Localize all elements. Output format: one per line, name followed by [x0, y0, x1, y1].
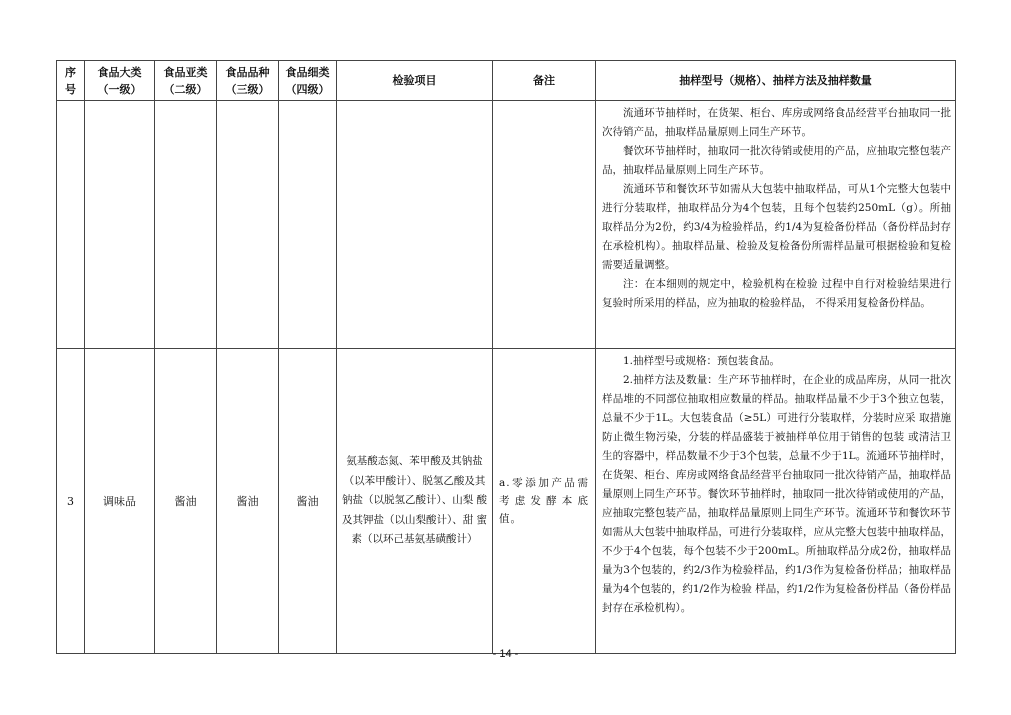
header-category-1: 食品大类 （一级） [85, 61, 155, 101]
header-category-2: 食品亚类 （二级） [155, 61, 217, 101]
sampling-rules-table [56, 60, 956, 654]
header-category-4: 食品细类 （四级） [279, 61, 337, 101]
sampling-paragraph: 注：在本细则的规定中，检验机构在检验 过程中自行对检验结果进行复验时所采用的样品，应为抽取的检验样品， 不得采用复检备份样品。 [602, 278, 951, 309]
header-category-3: 食品品种 （三级） [217, 61, 279, 101]
table-row [57, 349, 956, 654]
category-4-cell: 酱油 [279, 349, 337, 654]
table-row [57, 101, 956, 349]
header-test-items: 检验项目 [337, 61, 493, 101]
sampling-cell [596, 101, 956, 349]
category-3-cell: 酱油 [217, 349, 279, 654]
empty-cell [57, 101, 85, 349]
header-note: 备注 [493, 61, 596, 101]
header-row [57, 61, 956, 101]
header-seq: 序 号 [57, 61, 85, 101]
empty-cell [493, 101, 596, 349]
header-sampling: 抽样型号（规格）、抽样方法及抽样数量 [596, 61, 956, 101]
note-cell: a.零添加产品需考虑发酵本底值。 [493, 349, 596, 654]
empty-cell [155, 101, 217, 349]
sampling-paragraph: 流通环节抽样时，在货架、柜台、库房或网络食品经营平台抽取同一批次待销产品，抽取样品量原则上同生产环节。 [602, 107, 951, 138]
sampling-paragraph: 流通环节和餐饮环节如需从大包装中抽取样品，可从1个完整大包装中进行分装取样，抽取样品分为4个包装，且每个包装约250mL（g）。所抽取样品分为2份，约3/4为检验样品，约1/4为复检备份样品（备份样品封存在承检机构）。抽取样品量、检验及复检备份所需样品量可根据检验和复检需要适量调整。 [602, 183, 951, 271]
category-1-cell: 调味品 [85, 349, 155, 654]
sampling-paragraph: 2.抽样方法及数量：生产环节抽样时，在企业的成品库房，从同一批次样品堆的不同部位抽取相应数量的样品。抽取样品量不少于3个独立包装，总量不少于1L。大包装食品（≥5L）可进行分装取样，分装时应采 取措施防止微生物污染，分装的样品盛装于被抽样单位用于销售的包装 或清洁卫生的容器中，样品数量不少于3个包装，总量不少于1L。流通环节抽样时，在货架、柜台、库房或网络食品经营平台抽取同一批次待销产品，抽取样品量原则上同生产环节。餐饮环节抽样时，抽取同一批次待销或使用的产品，应抽取完整包装产品，抽取样品量原则上同生产环节。流通环节和餐饮环节如需从大包装中抽取样品，可进行分装取样，应从完整大包装中抽取样品，不少于4个包装，每个包装不少于200mL。所抽取样品分成2份，抽取样品量为3个包装的，约2/3作为检验样品，约1/3作为复检备份样品；抽取样品量为4个包装的，约1/2作为检验 样品，约1/2作为复检备份样品（备份样品封存在承检机构）。 [602, 374, 951, 614]
empty-cell [217, 101, 279, 349]
empty-cell [279, 101, 337, 349]
seq-cell: 3 [57, 349, 85, 654]
sampling-cell [596, 349, 956, 654]
page-number: - 14 - [492, 648, 519, 660]
test-items-cell: 氨基酸态氮、苯甲酸及其钠盐（以苯甲酸计）、脱氢乙酸及其钠盐（以脱氢乙酸计）、山梨 酸及其钾盐（以山梨酸计）、甜 蜜素（以环己基氨基磺酸计） [337, 349, 493, 654]
sampling-paragraph: 餐饮环节抽样时，抽取同一批次待销或使用的产品，应抽取完整包装产品，抽取样品量原则上同生产环节。 [602, 145, 951, 176]
empty-cell [337, 101, 493, 349]
sampling-paragraph: 1.抽样型号或规格：预包装食品。 [623, 355, 781, 367]
category-2-cell: 酱油 [155, 349, 217, 654]
empty-cell [85, 101, 155, 349]
